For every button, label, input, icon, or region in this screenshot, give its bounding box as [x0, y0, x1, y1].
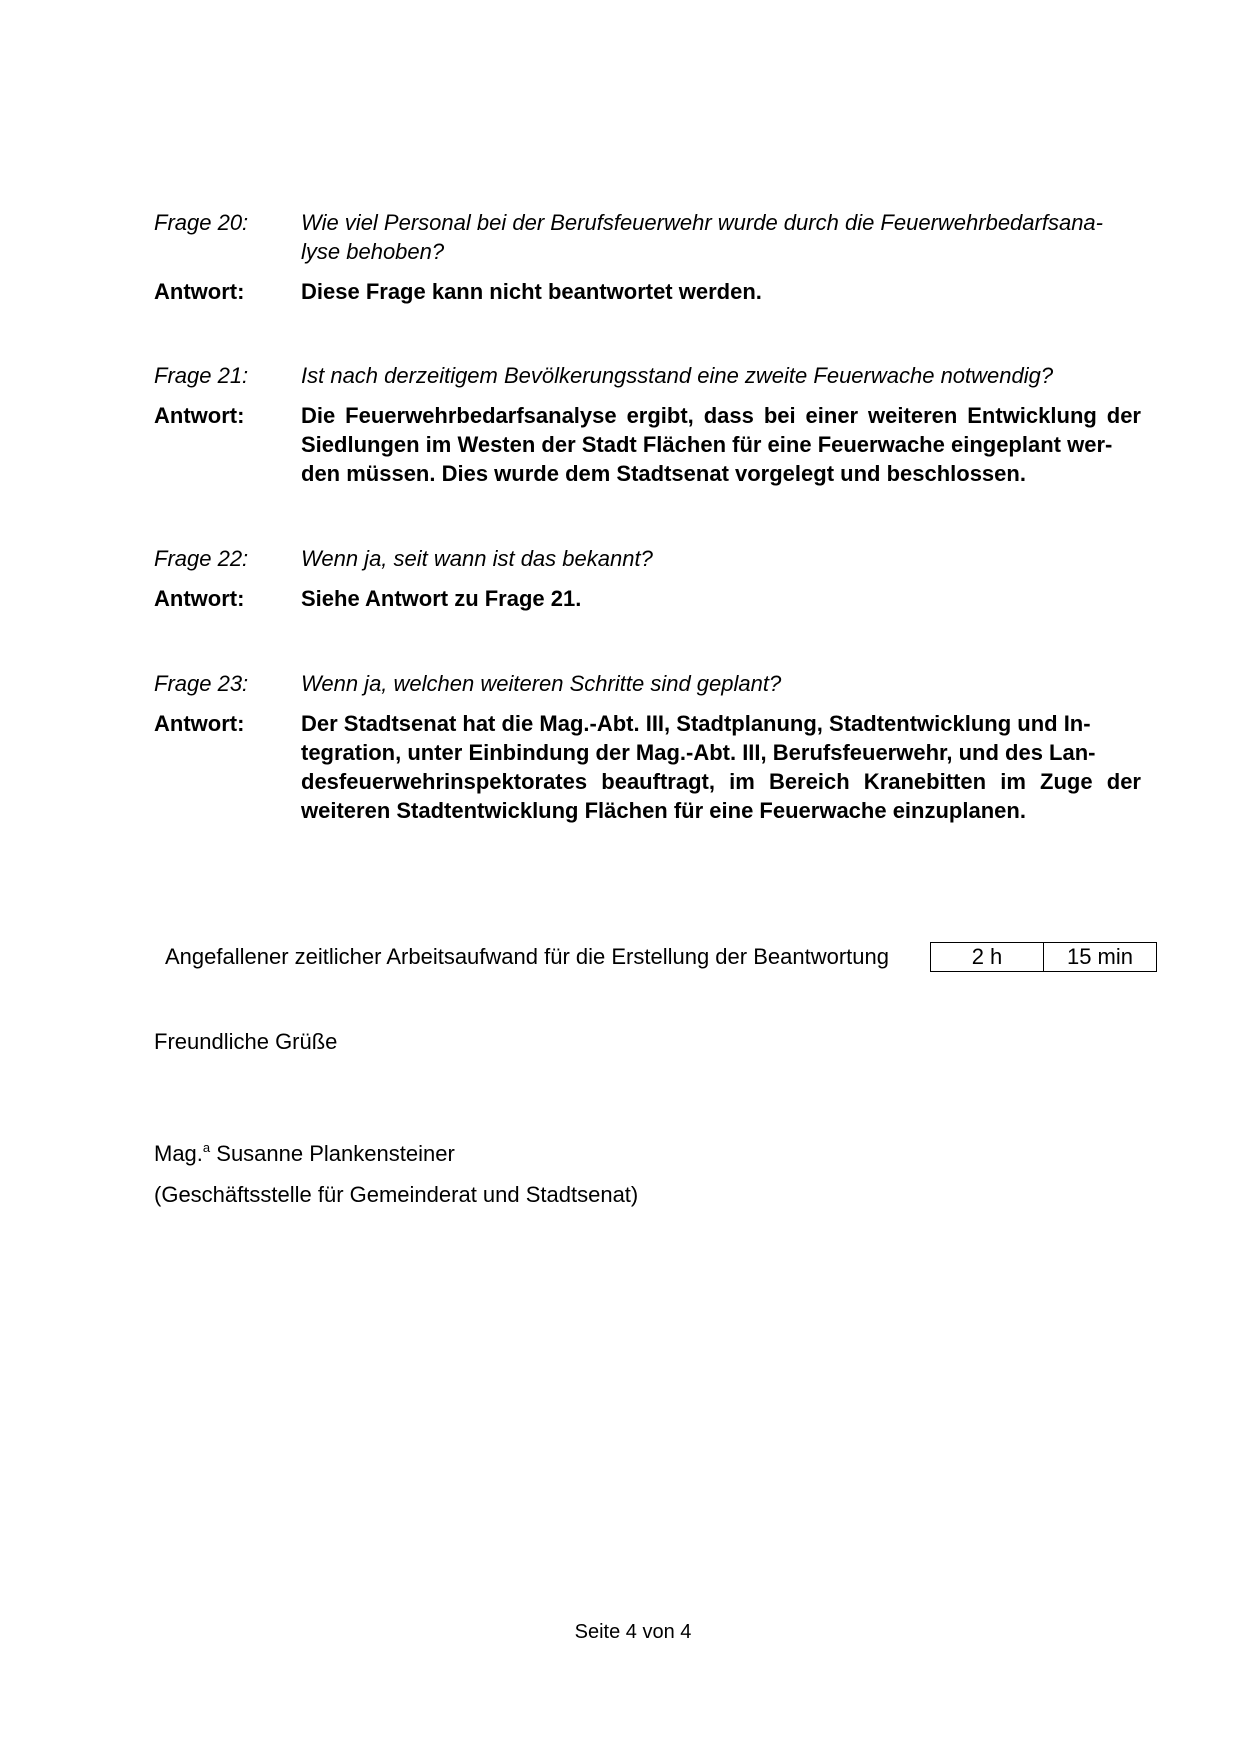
question-block-20 [154, 208, 1141, 306]
question-row [154, 361, 1141, 390]
question-text: Wenn ja, seit wann ist das bekannt? [301, 546, 653, 571]
question-block-23 [154, 669, 1141, 825]
answer-text: Diese Frage kann nicht beantwortet werden. [301, 279, 762, 304]
effort-hours: 2 h [971, 944, 1003, 969]
question-block-21 [154, 361, 1141, 488]
question-row [154, 669, 1141, 698]
question-row [154, 208, 1141, 266]
answer-text: Siehe Antwort zu Frage 21. [301, 586, 582, 611]
answer-row [154, 401, 1141, 488]
answer-text: Der Stadtsenat hat die Mag.-Abt. III, Stadtplanung, Stadtentwicklung und In- tegration, unter Einbindung der Mag.-Abt. III, Berufsfeuerwehr, und des Lan- desfeuerwehrinspektorates beauftragt, im Bereich Kranebitten im Zuge der weiteren Stadtentwicklung Flächen für eine Feuerwache einzuplanen. [301, 711, 1141, 823]
answer-label: Antwort: [154, 711, 245, 736]
question-row [154, 544, 1141, 573]
signer-title-superscript: a [202, 1140, 211, 1155]
question-text: Wie viel Personal bei der Berufsfeuerwehr wurde durch die Feuerwehrbedarfsana- lyse behoben? [301, 210, 1103, 264]
greeting: Freundliche Grüße [154, 1029, 338, 1054]
signer-name [154, 1139, 455, 1168]
question-block-22 [154, 544, 1141, 613]
answer-label: Antwort: [154, 586, 245, 611]
effort-minutes: 15 min [1043, 943, 1156, 971]
signer-fullname: Susanne Plankensteiner [210, 1141, 455, 1166]
effort-label: Angefallener zeitlicher Arbeitsaufwand für die Erstellung der Beantwortung [165, 944, 889, 969]
effort-table [930, 942, 1157, 972]
question-label: Frage 22: [154, 546, 249, 571]
answer-row [154, 277, 1141, 306]
question-label: Frage 23: [154, 671, 249, 696]
question-label: Frage 21: [154, 363, 249, 388]
answer-row [154, 584, 1141, 613]
signer-title: Mag. [154, 1141, 203, 1166]
signer-office: (Geschäftsstelle für Gemeinderat und Stadtsenat) [154, 1182, 639, 1207]
question-label: Frage 20: [154, 210, 249, 235]
answer-row [154, 709, 1141, 825]
question-text: Ist nach derzeitigem Bevölkerungsstand eine zweite Feuerwache notwendig? [301, 363, 1054, 388]
question-text: Wenn ja, welchen weiteren Schritte sind geplant? [301, 671, 782, 696]
answer-label: Antwort: [154, 279, 245, 304]
page-number: Seite 4 von 4 [574, 1621, 692, 1643]
answer-label: Antwort: [154, 403, 245, 428]
answer-text: Die Feuerwehrbedarfsanalyse ergibt, dass bei einer weiteren Entwicklung der Siedlungen im Westen der Stadt Flächen für eine Feuerwache eingeplant wer- den müssen. Dies wurde dem Stadtsenat vorgelegt und beschlossen. [301, 403, 1141, 486]
effort-summary [165, 942, 1157, 972]
